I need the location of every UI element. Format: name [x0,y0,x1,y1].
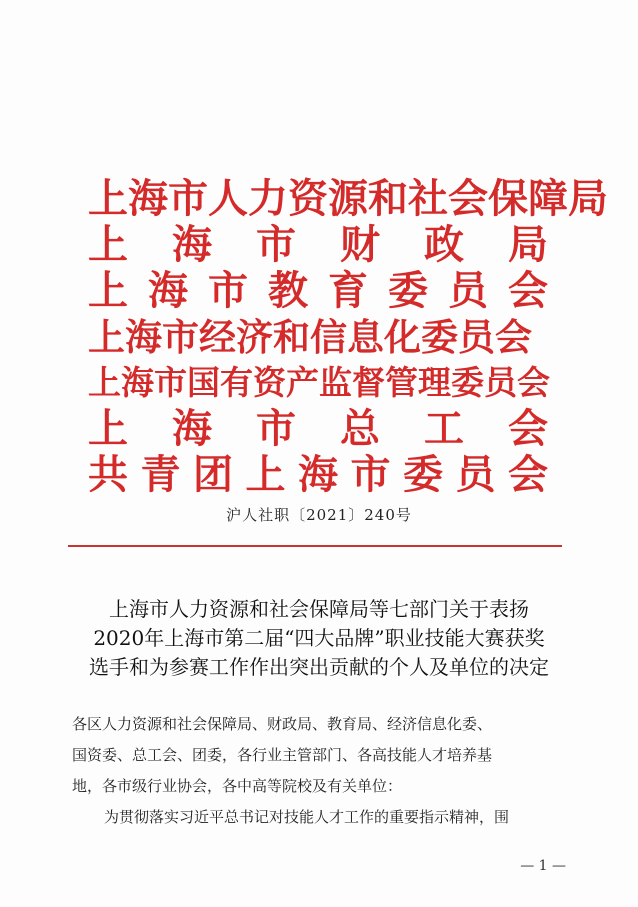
issuer-line-3-char: 上 [88,267,128,314]
issuer-line-6 [88,406,548,452]
red-separator-rule [68,545,562,547]
issuer-line-2-char: 上 [88,221,128,268]
issuer-line-7-char: 上 [245,451,286,498]
issuer-line-6-char: 市 [256,405,296,452]
issuer-line-4: 上海市经济和信息化委员会 [88,315,532,359]
recipients-line-3: 地，各市级行业协会，各中高等院校及有关单位： [72,777,403,795]
issuer-line-3-char: 育 [328,267,368,314]
issuer-line-3-char: 市 [208,267,248,314]
issuer-line-5: 上海市国有资产监督管理委员会 [88,363,550,402]
document-number: 沪人社职〔2021〕240号 [226,506,412,524]
issuer-line-1: 上海市人力资源和社会保障局 [88,175,608,222]
issuer-line-6-char: 上 [88,405,128,452]
issuer-line-7-char: 共 [88,451,128,498]
recipients-line-1: 各区人力资源和社会保障局、财政局、教育局、经济信息化委、 [72,715,493,733]
issuer-line-2-char: 市 [256,221,296,268]
issuer-line-7-char: 员 [455,451,496,498]
issuer-line-7-char: 会 [508,451,548,498]
issuer-line-6-char: 海 [172,405,212,452]
issuer-line-3 [88,268,548,314]
issuer-line-7 [88,452,548,498]
recipients-line-2: 国资委、总工会、团委，各行业主管部门、各高技能人才培养基 [72,746,493,764]
issuer-line-3-char: 海 [148,267,188,314]
title-line-2: 2020年上海市第二届“四大品牌”职业技能大赛获奖 [93,626,545,650]
issuer-line-2-char: 局 [508,221,548,268]
issuer-line-2-char: 政 [424,221,464,268]
issuer-line-2 [88,222,548,268]
issuer-line-2-char: 海 [172,221,212,268]
issuer-line-7-char: 团 [193,451,233,498]
issuer-line-6-char: 总 [340,405,380,452]
title-line-3: 选手和为参赛工作作出突出贡献的个人及单位的决定 [89,655,549,679]
issuer-line-6-char: 工 [424,405,464,452]
issuer-line-2-char: 财 [340,221,380,268]
issuer-line-7-char: 青 [140,451,181,498]
issuer-line-6-char: 会 [508,405,548,452]
paragraph-line-1: 为贯彻落实习近平总书记对技能人才工作的重要指示精神，围 [104,808,510,826]
issuer-line-3-char: 员 [448,267,488,314]
issuer-line-7-char: 海 [298,451,338,498]
issuer-line-7-char: 委 [403,451,443,498]
issuer-line-7-char: 市 [350,451,391,498]
issuer-line-3-char: 委 [388,267,428,314]
page-number: — 1 — [520,858,566,874]
issuer-line-3-char: 教 [268,267,308,314]
title-line-1: 上海市人力资源和社会保障局等七部门关于表扬 [109,597,529,621]
issuer-line-3-char: 会 [508,267,548,314]
